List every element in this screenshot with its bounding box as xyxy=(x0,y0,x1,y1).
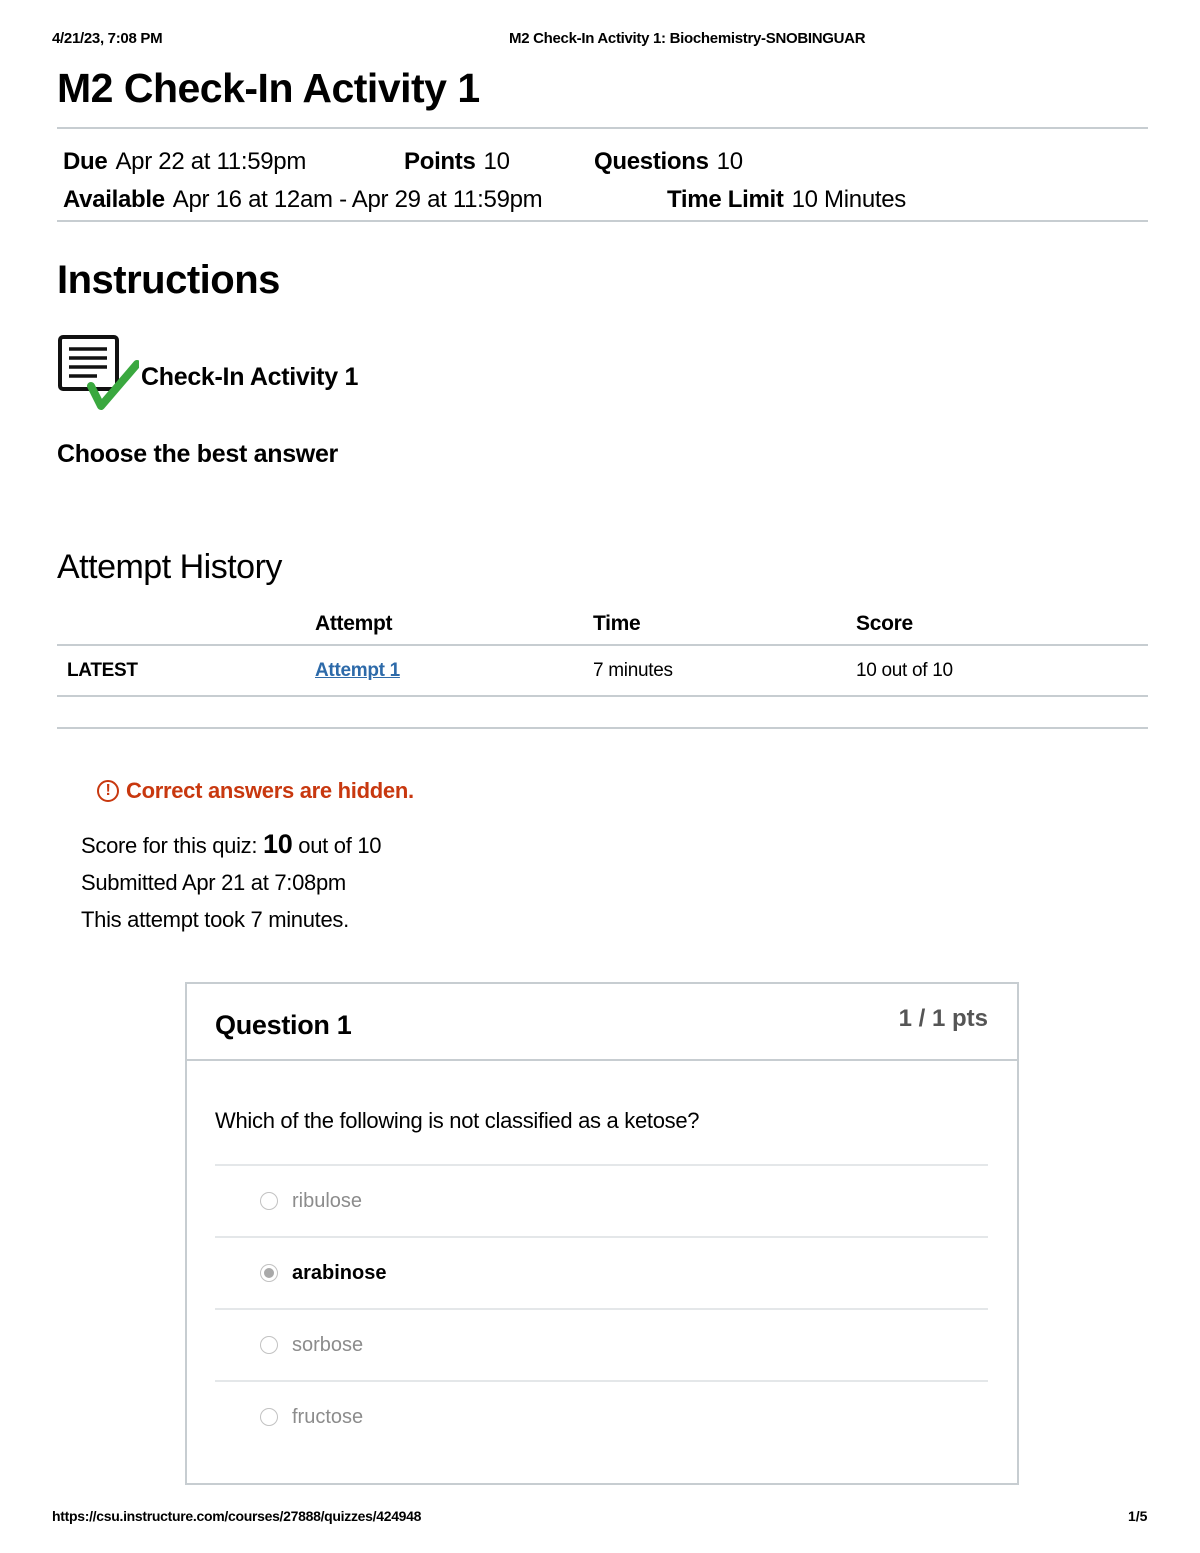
attempt-status: LATEST xyxy=(57,645,315,696)
questions-count xyxy=(594,148,743,176)
points-label: Points xyxy=(404,148,476,175)
due-value: Apr 22 at 11:59pm xyxy=(115,148,307,175)
answer-list xyxy=(215,1164,988,1452)
answers-hidden-notice xyxy=(97,778,1148,804)
question-text: Which of the following is not classified as a ketose? xyxy=(215,1108,700,1133)
answer-option[interactable] xyxy=(215,1164,988,1236)
table-row xyxy=(57,645,1148,696)
radio-button[interactable] xyxy=(260,1336,278,1354)
availability xyxy=(63,186,667,214)
column-header-score: Score xyxy=(856,604,1148,645)
time-limit-value: 10 Minutes xyxy=(791,186,906,213)
question-card xyxy=(185,982,1019,1485)
quiz-score xyxy=(81,826,1148,864)
answer-label: fructose xyxy=(292,1405,364,1428)
attempt-history-heading: Attempt History xyxy=(57,548,282,586)
answer-option-selected[interactable] xyxy=(215,1236,988,1308)
radio-button-checked[interactable] xyxy=(260,1264,278,1282)
answer-option[interactable] xyxy=(215,1308,988,1380)
column-header xyxy=(57,604,315,645)
score-suffix: out of 10 xyxy=(292,833,382,858)
table-header-row xyxy=(57,604,1148,645)
available-value: Apr 16 at 12am - Apr 29 at 11:59pm xyxy=(172,186,543,213)
available-label: Available xyxy=(63,186,165,213)
quiz-content xyxy=(57,62,1148,938)
instructions-heading: Instructions xyxy=(57,258,280,302)
question-points: 1 / 1 pts xyxy=(898,1005,988,1032)
print-footer-page: 1/5 xyxy=(1128,1508,1148,1524)
divider xyxy=(57,220,1148,222)
question-title: Question 1 xyxy=(215,1010,352,1040)
instructions-prompt: Choose the best answer xyxy=(57,440,338,468)
radio-button[interactable] xyxy=(260,1408,278,1426)
print-footer-url: https://csu.instructure.com/courses/27888/quizzes/424948 xyxy=(52,1508,422,1524)
quiz-details xyxy=(57,129,1148,220)
attempt-history-table xyxy=(57,604,1148,697)
divider xyxy=(57,727,1148,729)
due-date xyxy=(63,148,404,176)
print-header-title: M2 Check-In Activity 1: Biochemistry-SNOBINGUAR xyxy=(509,30,866,47)
print-header-datetime: 4/21/23, 7:08 PM xyxy=(52,30,163,47)
time-limit-label: Time Limit xyxy=(667,186,784,213)
question-header xyxy=(187,984,1017,1061)
info-circle-icon: ! xyxy=(97,780,119,802)
answer-option[interactable] xyxy=(215,1380,988,1452)
questions-label: Questions xyxy=(594,148,709,175)
answer-label: arabinose xyxy=(292,1261,387,1284)
points xyxy=(404,148,594,176)
attempt-link[interactable]: Attempt 1 xyxy=(315,660,400,681)
points-value: 10 xyxy=(483,148,510,175)
due-label: Due xyxy=(63,148,108,175)
activity-name: Check-In Activity 1 xyxy=(141,363,359,391)
submitted-at: Submitted Apr 21 at 7:08pm xyxy=(81,870,346,895)
activity-banner xyxy=(57,334,1148,414)
answer-label: ribulose xyxy=(292,1189,363,1212)
column-header-attempt: Attempt xyxy=(315,604,593,645)
questions-value: 10 xyxy=(716,148,743,175)
attempt-score: 10 out of 10 xyxy=(856,645,1148,696)
score-value: 10 xyxy=(263,829,293,859)
page-title: M2 Check-In Activity 1 xyxy=(57,65,480,111)
score-prefix: Score for this quiz: xyxy=(81,833,264,858)
checklist-document-icon xyxy=(57,334,139,414)
column-header-time: Time xyxy=(593,604,856,645)
radio-button[interactable] xyxy=(260,1192,278,1210)
quiz-result xyxy=(81,826,1148,938)
answer-label: sorbose xyxy=(292,1333,364,1356)
attempt-duration: This attempt took 7 minutes. xyxy=(81,907,349,932)
answers-hidden-text: Correct answers are hidden. xyxy=(126,778,414,803)
attempt-time: 7 minutes xyxy=(593,645,856,696)
time-limit xyxy=(667,186,906,214)
